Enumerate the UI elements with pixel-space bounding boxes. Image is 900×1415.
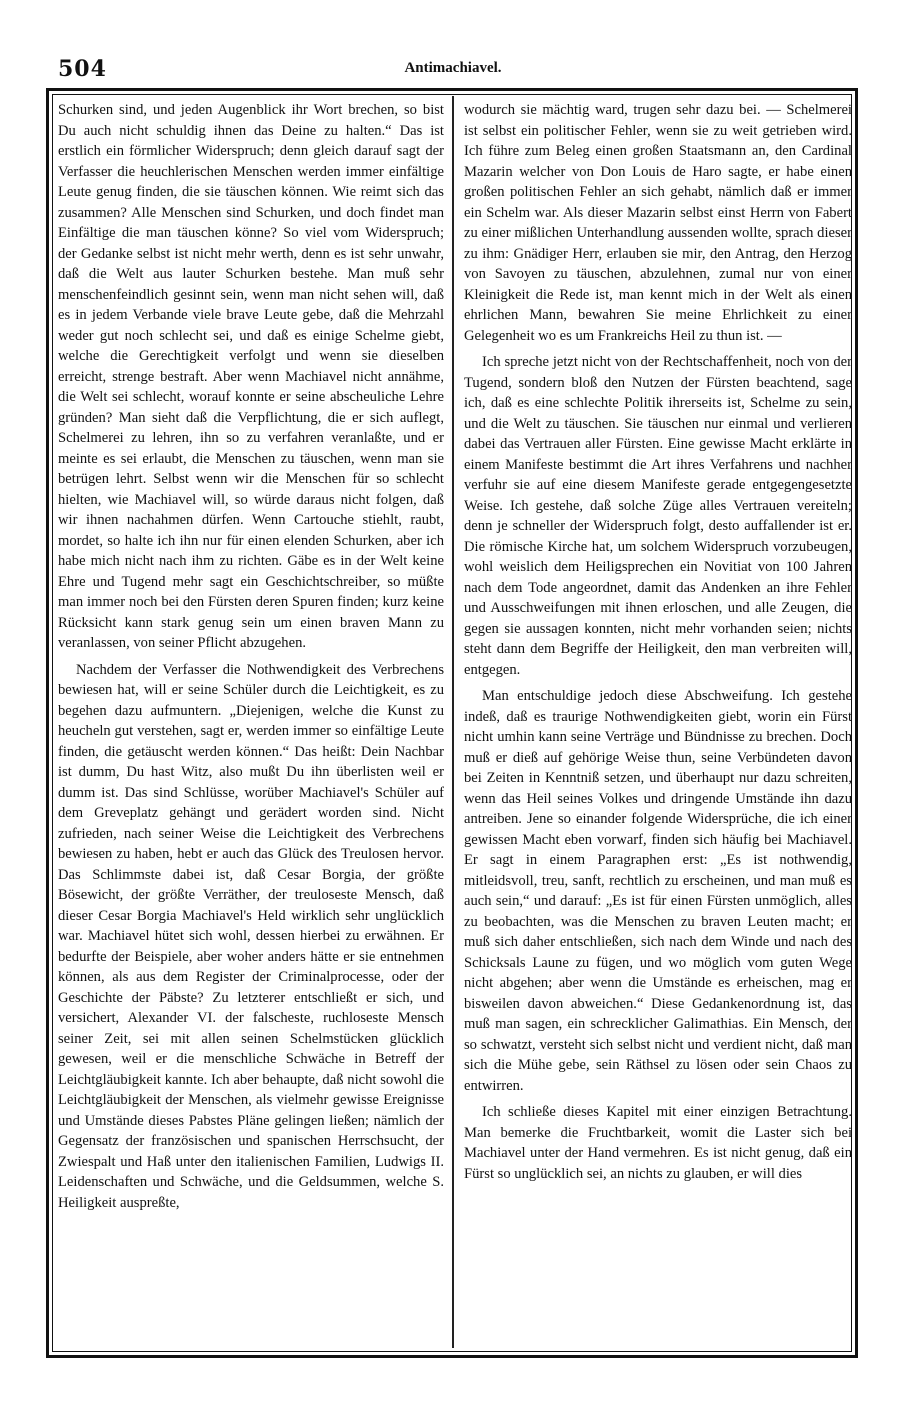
right-column bbox=[464, 100, 852, 1184]
paragraph: Man entschuldige jedoch diese Abschweifung. Ich gestehe indeß, daß es traurige Nothwendigkeiten giebt, worin ein Fürst nicht umhin kann seine Verträge und Bündnisse zu brechen. Doch muß er dieß auf gehörige Weise thun, seine Verbündeten davon bei Zeiten in Kenntniß setzen, und überhaupt nur dazu schreiten, wenn das Heil seines Volkes und dringende Umstände ihn dazu antreiben. Jene so einander folgende Widersprüche, die ich einer gewissen Macht eben vorwarf, finden sich häufig bei Machiavel. Er sagt in einem Paragraphen erst: „Es ist nothwendig, mitleidsvoll, treu, sanft, rechtlich zu erscheinen, und man muß es auch sein,“ und darauf: „Es ist für einen Fürsten unmöglich, alles zu beobachten, was die Menschen zu braven Leuten macht; er muß sich daher entschließen, sich nach dem Winde und nach des Schicksals Laune zu fügen, und wo möglich vom guten Wege nicht abgehen; aber wenn die Umstände es erheischen, mag er bisweilen davon abweichen.“ Diese Gedankenordnung ist, das muß man sagen, ein schrecklicher Galimathias. Ein Mensch, der so schwatzt, versteht sich selbst nicht und verdient nicht, daß man sich die Mühe gebe, sein Räthsel zu lösen oder sein Chaos zu entwirren. bbox=[464, 688, 852, 1094]
paragraph: Nachdem der Verfasser die Nothwendigkeit des Verbrechens bewiesen hat, will er seine Schüler durch die Leichtigkeit, es zu begehen dazu aufmuntern. „Diejenigen, welche die Kunst zu heucheln gut verstehen, sagt er, werden immer so einfältige Leute finden, die getäuscht werden können.“ Das heißt: Dein Nachbar ist dumm, Du hast Witz, also mußt Du ihn überlisten weil er dumm ist. Das sind Schlüsse, worüber Machiavel's Schüler auf dem Greveplatz gehängt und gerädert worden sind. Nicht zufrieden, nach seiner Weise die Leichtigkeit des Verbrechens bewiesen zu haben, hebt er auch das Glück des Treulosen hervor. Das Schlimmste dabei ist, daß Cesar Borgia, der größte Bösewicht, der größte Verräther, der treuloseste Mensch, daß dieser Cesar Borgia Machiavel's Held wirklich sehr unglücklich war. Machiavel hütet sich wohl, dessen hierbei zu erwähnen. Er bedurfte der Beispiele, aber woher anders hätte er sie entnehmen können, als aus dem Register der Criminalprocesse, oder der Geschichte der Päbste? Zu letzterer entschließt er sich, und versichert, Alexander VI. der falscheste, ruchloseste Mensch seiner Zeit, sei mit allen seinen Schelmstücken glücklich gewesen, weil er die menschliche Schwäche in Betreff der Leichtgläubigkeit kannte. Ich aber behaupte, daß nicht sowohl die Leichtgläubigkeit der Menschen, als vielmehr gewisse Ereignisse und Umstände dieses Pabstes Pläne gelingen ließen; nämlich der Gegensatz der französischen und spanischen Herrschsucht, der Zwiespalt und Haß unter den italienischen Familien, Ludwigs II. Leidenschaften und Schwäche, und die Geldsummen, welche S. Heiligkeit auspreßte, bbox=[58, 661, 444, 1211]
paragraph: Ich schließe dieses Kapitel mit einer einzigen Betrachtung. Man bemerke die Fruchtbarkeit, womit die Laster sich bei Machiavel unter der Hand vermehren. Es ist nicht genug, daß ein Fürst so unglücklich sei, an nichts zu glauben, er will dies bbox=[464, 1104, 852, 1182]
paragraph: Ich spreche jetzt nicht von der Rechtschaffenheit, noch von der Tugend, sondern bloß den Nutzen der Fürsten beachtend, sage ich, daß es eine schlechte Politik ihrerseits ist, Schelme zu sein, und die Welt zu täuschen. Sie täuschen nur einmal und verlieren dabei das Vertrauen aller Fürsten. Eine gewisse Macht erklärte in einem Manifeste bestimmt die Art ihres Verfahrens und nachher verfuhr sie auf eine diesem Manifeste gerade entgegengesetzte Weise. Ich gestehe, daß solche Züge alles Vertrauen vereiteln; denn je schneller der Widerspruch folgt, desto auffallender ist er. Die römische Kirche hat, um solchem Widerspruch vorzubeugen, wohl weislich dem Heiligsprechen ein Novitiat von 100 Jahren nach dem Tode angeordnet, damit das Andenken an ihre Fehler und Ausschweifungen mit ihnen erloschen, und alle Zeugen, die gegen sie aussagen konnten, nicht mehr vorhanden seien; nichts steht dann dem Begriffe der Heiligkeit, den man verbreiten will, entgegen. bbox=[464, 354, 852, 678]
running-title: Antimachiavel. bbox=[404, 60, 502, 76]
paragraph: wodurch sie mächtig ward, trugen sehr dazu bei. — Schelmerei ist selbst ein politischer Fehler, wenn sie zu weit getrieben wird. Ich führe zum Beleg einen großen Staatsmann an, den Cardinal Mazarin welcher von Don Louis de Haro sagte, er habe einen großen politischen Fehler an sich gehabt, nämlich daß er immer ein Schelm war. Als dieser Mazarin selbst einst Herrn von Fabert zu einer mißlichen Unterhandlung aussenden wollte, sprach dieser zu ihm: Gnädiger Herr, erlauben sie mir, den Antrag, den Herzog von Savoyen zu täuschen, abzulehnen, zumal nur von einer Kleinigkeit die Rede ist, man kennt mich in der Welt als einen ehrlichen Mann, bewahren Sie meine Ehrlichkeit zu einer Gelegenheit wo es um Frankreichs Heil zu thun ist. — bbox=[464, 102, 852, 344]
paragraph: Schurken sind, und jeden Augenblick ihr Wort brechen, so bist Du auch nicht schuldig ihnen das Deine zu halten.“ Das ist erstlich ein förmlicher Widerspruch; denn gleich darauf sagt der Verfasser die heuchlerischen Menschen werden immer einfältige Leute genug finden, die sie täuschen können. Wie reimt sich das zusammen? Alle Menschen sind Schurken, und doch findet man Einfältige die man täuschen könne? So viel vom Widerspruch; der Gedanke selbst ist nicht mehr werth, denn es ist sehr unwahr, daß die Welt aus lauter Schurken bestehe. Man muß sehr menschenfeindlich gesinnt sein, wenn man nicht sehen will, daß es in jedem Verbande viele brave Leute gebe, daß die Mehrzahl weder gut noch schlecht sei, und daß es einige Schelme giebt, welche die Gerechtigkeit verfolgt und wenn sie dieselben erreicht, strenge bestraft. Aber wenn Machiavel nicht annähme, die Welt sei schlecht, worauf konnte er seine abscheuliche Lehre gründen? Man sieht daß die Verpflichtung, die er sich auflegt, Schelmerei zu lehren, ihn so zu verfahren veranlaßte, und er meinte es sei erlaubt, die Menschen zu täuschen, wenn man sie betrügen lehrt. Selbst wenn wir die Menschen für so schlecht hielten, wie Machiavel will, so würde daraus nicht folgen, daß wir ihnen nachahmen dürfen. Wenn Cartouche stiehlt, raubt, mordet, so halte ich ihn nur für einen elenden Schurken, aber ich habe mich nicht nach ihm zu richten. Gäbe es in der Welt keine Ehre und Tugend mehr sagt ein Geschichtschreiber, so müßte man immer noch bei den Fürsten deren Spuren finden; kurz keine Rücksicht kann stark genug sein um einen braven Mann zu veranlassen, von seiner Pflicht abzugehen. bbox=[58, 102, 444, 651]
column-divider bbox=[452, 96, 454, 1348]
left-column bbox=[58, 100, 444, 1213]
page-header bbox=[50, 52, 856, 84]
page-number: 504 bbox=[58, 56, 107, 82]
